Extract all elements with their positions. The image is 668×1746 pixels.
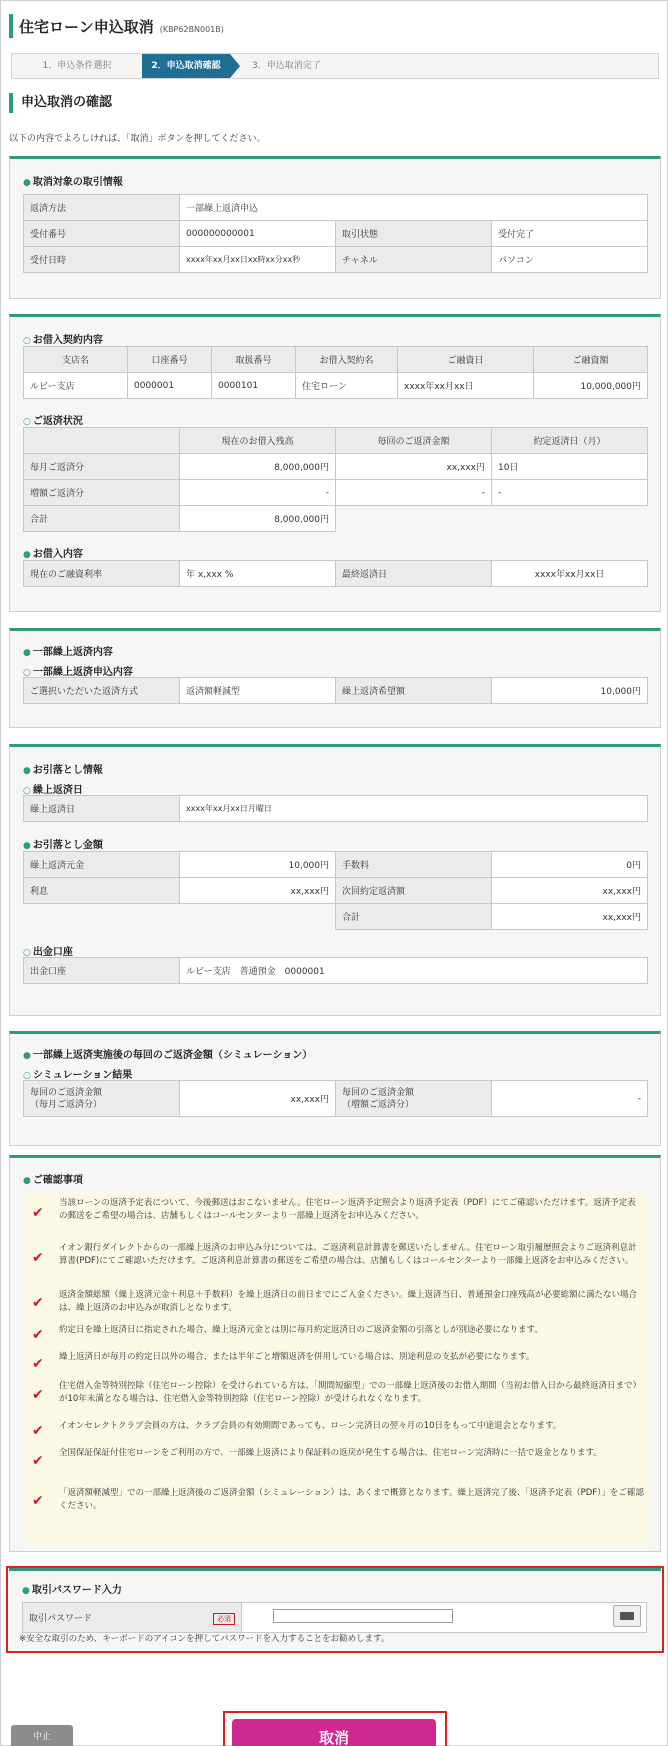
table-row [24,247,648,273]
repay-status-title: ○ ご返済状況 [23,412,83,427]
repay-method-value: 一部繰上返済申込 [180,195,648,221]
password-note: ※安全な取引のため、キーボードのアイコンを押してパスワードを入力することをお勧めします。 [19,1634,390,1644]
receipt-no-value: 000000000001 [180,221,336,247]
debit-card [9,744,661,1016]
debit-date-title: ○ 繰上返済日 [23,781,83,796]
col-loan-date: ご融資日 [398,347,534,373]
simulation-table [23,1080,648,1117]
debit-date-value: xxxx年xx月xx日月曜日 [180,796,648,822]
table-row [24,796,648,822]
repay-status-table [23,427,648,532]
password-title: ● 取引パスワード入力 [22,1581,122,1596]
repay-method-label: 返済方法 [24,195,180,221]
loan-contract-card [9,314,661,612]
list-item: 返済金額総額（繰上返済元金＋利息＋手数料）を繰上返済日の前日までにご入金ください。繰上返済当日、普通預金口座残高が必要総額に満たない場合は、繰上返済のお申込みが取消しとなります。 [59,1290,638,1313]
stop-button[interactable]: 中止 [11,1725,73,1746]
list-item: 約定日を繰上返済日に指定された場合、繰上返済元金とは別に毎月約定返済日のご返済金額の引落としが別途必要になります。 [59,1325,543,1335]
principal-value: 10,000円 [180,852,336,878]
simulation-card [9,1031,661,1146]
cell-account: 0000001 [128,373,212,399]
debit-date-table [23,795,648,822]
cancel-button[interactable]: 取消 [232,1719,436,1746]
check-icon: ✔ [32,1493,44,1509]
check-icon: ✔ [32,1387,44,1403]
method-label: ご選択いただいた返済方式 [24,678,180,704]
step-1: 1．申込条件選択 [42,61,112,71]
table-row [24,480,648,506]
check-icon: ✔ [32,1356,44,1372]
bonus-date: - [492,480,648,506]
cell-contract: 住宅ローン [296,373,398,399]
bonus-balance: - [180,480,336,506]
table-row [24,561,648,587]
check-icon: ✔ [32,1205,44,1221]
page-title: 住宅ローン申込取消 (KBP62BN001B) [19,18,224,36]
check-icon: ✔ [32,1453,44,1469]
debit-amount-table [23,851,648,930]
total-value: 8,000,000円 [180,506,336,532]
sum-value: xx,xxx円 [492,904,648,930]
fee-label: 手数料 [336,852,492,878]
prepay-table [23,677,648,704]
table-row [24,454,648,480]
bonus-payment: - [336,480,492,506]
intro-text: 以下の内容でよろしければ、「取消」ボタンを押してください。 [9,134,266,144]
list-item: イオン銀行ダイレクトからの一部繰上返済のお申込み分については、ご返済利息計算書を郵送いたしません。住宅ローン取引履歴照会よりご返済利息計算書(PDF)にてご確認いただけます。ご返済利息計算書の郵送をご希望の場合は、店舗もしくはコールセンターより一部繰上返済をお申込みください。 [59,1243,637,1266]
principal-label: 繰上返済元金 [24,852,180,878]
debit-amount-title: ● お引落とし金額 [23,836,103,851]
table-row [24,373,648,399]
simulation-subtitle: ○ シミュレーション結果 [23,1066,132,1081]
amount-value: 10,000円 [492,678,648,704]
cell-branch: ルビー支店 [24,373,128,399]
rate-value: 年 x,xxx % [180,561,336,587]
cell-handling: 0000101 [212,373,296,399]
check-icon: ✔ [32,1327,44,1343]
step-3: 3．申込取消完了 [252,61,321,71]
cell-loan-date: xxxx年xx月xx日 [398,373,534,399]
table-row [24,221,648,247]
prepay-card [9,628,661,728]
sim-bonus-label: 毎回のご返済金額 （増額ご返済分） [336,1081,492,1117]
account-table [23,957,648,984]
loan-contract-title: ○ お借入契約内容 [23,331,103,346]
col-loan-amount: ご融資額 [534,347,648,373]
fee-value: 0円 [492,852,648,878]
final-date-label: 最終返済日 [336,561,492,587]
monthly-date: 10日 [492,454,648,480]
debit-title: ● お引落とし情報 [23,761,103,776]
method-value: 返済額軽減型 [180,678,336,704]
table-header-row [24,347,648,373]
section-title: 申込取消の確認 [9,93,112,113]
account-title: ○ 出金口座 [23,943,73,958]
receipt-datetime-value: xxxx年xx月xx日xx時xx分xx秒 [180,247,336,273]
bonus-label: 増額ご返済分 [24,480,180,506]
sim-bonus-value: - [492,1081,648,1117]
check-icon: ✔ [32,1295,44,1311]
list-item: 当該ローンの返済予定表について、今後郵送はおこないません。住宅ローン返済予定照会より返済予定表（PDF）にてご確認いただけます。返済予定表の郵送をご希望の場合は、店舗もしくはコールセンターより一部繰上返済をお申込みください。 [59,1198,636,1221]
software-keyboard-button[interactable] [613,1605,641,1627]
check-icon: ✔ [32,1250,44,1266]
password-input[interactable] [273,1609,453,1623]
monthly-balance: 8,000,000円 [180,454,336,480]
channel-value: パソコン [492,247,648,273]
monthly-label: 毎月ご返済分 [24,454,180,480]
prepay-title: ● 一部繰上返済内容 [23,643,113,658]
list-item: イオンセレクトクラブ会員の方は、クラブ会員の有効期間であっても、ローン完済日の翌々月の10日をもって中途退会となります。 [59,1421,562,1431]
debit-date-label: 繰上返済日 [24,796,180,822]
total-label: 合計 [24,506,180,532]
list-item: 住宅借入金等特別控除（住宅ローン控除）を受けられている方は、「期間短縮型」での一部繰上返済後のお借入期間（当初お借入日から最終返済日まで）が10年未満となる場合は、住宅借入金等特別控除（住宅ローン控除）が受けられなくなります。 [59,1381,642,1404]
sum-label: 合計 [336,904,492,930]
target-title: ● 取消対象の取引情報 [23,173,123,188]
col-branch: 支店名 [24,347,128,373]
trade-status-value: 受付完了 [492,221,648,247]
confirmation-title: ● ご確認事項 [23,1171,83,1186]
col-account: 口座番号 [128,347,212,373]
account-value: ルビー支店 普通預金 0000001 [180,958,648,984]
next-payment-value: xx,xxx円 [492,878,648,904]
final-date-value: xxxx年xx月xx日 [492,561,648,587]
loan-contract-table [23,346,648,399]
amount-label: 繰上返済希望額 [336,678,492,704]
table-row [24,852,648,878]
table-row [24,195,648,221]
table-row [24,506,648,532]
password-label-cell [23,1603,242,1633]
table-row [24,958,648,984]
interest-value: xx,xxx円 [180,878,336,904]
password-label: 取引パスワード [29,1613,93,1624]
col-payment: 毎回のご返済金額 [336,428,492,454]
check-icon: ✔ [32,1423,44,1439]
step-indicator [11,53,659,79]
list-item: 全国保証保証付住宅ローンをご利用の方で、一部繰上返済により保証料の返戻が発生する場合は、住宅ローン完済時に一括で返金となります。 [59,1448,602,1458]
keyboard-icon [620,1612,634,1620]
simulation-title: ● 一部繰上返済実施後の毎回のご返済金額（シミュレーション） [23,1046,312,1061]
cell-loan-amount: 10,000,000円 [534,373,648,399]
col-due-date: 約定返済日（月） [492,428,648,454]
target-table [23,194,648,273]
sim-monthly-value: xx,xxx円 [180,1081,336,1117]
table-row [24,678,648,704]
account-label: 出金口座 [24,958,180,984]
title-accent [9,14,13,38]
list-item: 「返済額軽減型」での一部繰上返済後のご返済金額（シミュレーション）は、あくまで概算となります。繰上返済完了後、「返済予定表（PDF）」をご確認ください。 [59,1488,644,1511]
receipt-datetime-label: 受付日時 [24,247,180,273]
col-handling: 取扱番号 [212,347,296,373]
confirmation-list [24,1191,650,1546]
col-balance: 現在のお借入残高 [180,428,336,454]
target-transaction-card [9,156,661,299]
sim-monthly-label: 毎回のご返済金額 （毎月ご返済分） [24,1081,180,1117]
receipt-no-label: 受付番号 [24,221,180,247]
screen-code: (KBP62BN001B) [159,25,224,34]
trade-status-label: 取引状態 [336,221,492,247]
table-row [24,878,648,904]
loan-content-title: ● お借入内容 [23,545,83,560]
confirmation-card [9,1155,661,1552]
next-payment-label: 次回約定返済額 [336,878,492,904]
prepay-subtitle: ○ 一部繰上返済申込内容 [23,663,133,678]
loan-content-table [23,560,648,587]
table-header-row [24,428,648,454]
required-badge: 必須 [213,1613,235,1625]
rate-label: 現在のご融資利率 [24,561,180,587]
list-item: 繰上返済日が毎月の約定日以外の場合、または半年ごと増額返済を併用している場合は、別途利息の支払が必要になります。 [59,1352,535,1362]
step-2-current: 2．申込取消確認 [142,54,230,78]
table-row [24,1081,648,1117]
interest-label: 利息 [24,878,180,904]
monthly-payment: xx,xxx円 [336,454,492,480]
channel-label: チャネル [336,247,492,273]
col-contract: お借入契約名 [296,347,398,373]
table-row [24,904,648,930]
